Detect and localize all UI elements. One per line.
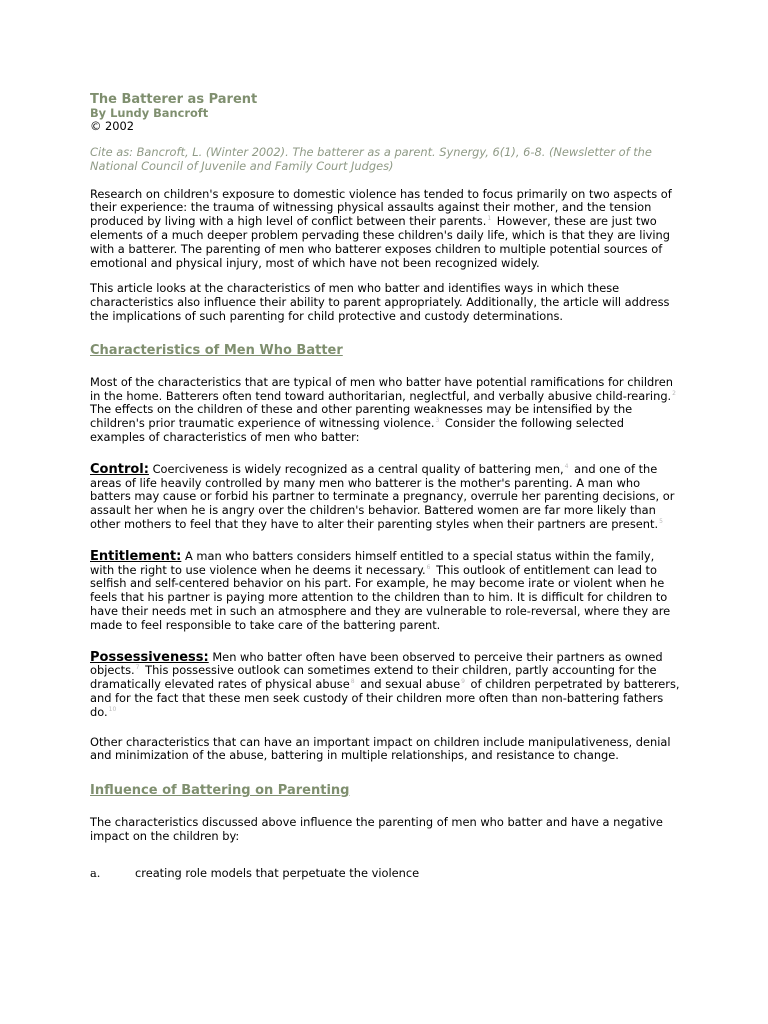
article-title: The Batterer as Parent [90, 92, 258, 107]
section-heading-influence: Influence of Battering on Parenting [90, 783, 350, 799]
footnote-ref[interactable]: 7 [135, 664, 140, 672]
term-entitlement: Entitlement: [90, 548, 182, 564]
text: Consider the following selected examples of characteristics of men who batter: [90, 416, 624, 444]
footnote-ref[interactable]: 2 [672, 389, 676, 397]
footnote-ref[interactable]: 10 [108, 705, 117, 713]
text: Research on children's exposure to domestic violence has tended to focus primarily on two aspects of their experience: the trauma of witnessing physical assaults against their mother, and the tension produced by living with a high level of conflict between their parents. [90, 186, 672, 229]
citation: Cite as: Bancroft, L. (Winter 2002). The batterer as a parent. Synergy, 6(1), 6-8. (Newsletter of the National Council of Juvenile and Family Court Judges) [90, 145, 652, 173]
text: Coerciveness is widely recognized as a central quality of battering men, [148, 461, 564, 476]
list-item [90, 867, 680, 881]
text: Men who batter often have been observed to perceive their partners as owned objects. [90, 649, 663, 678]
list-marker: a. [90, 865, 101, 880]
footnote-ref[interactable]: 6 [426, 563, 431, 571]
text: This possessive outlook can sometimes extend to their children, partly accounting for the dramatically elevated rates of physical abuse [90, 663, 657, 692]
text: This outlook of entitlement can lead to selfish and self-centered behavior on his part. For example, he may become irate or violent when he feels that his partner is paying more attention to the children than to him. It is difficult for children to have their needs met in such an atmosphere and they are vulnerable to role-reversal, where they are made to feel responsible to take care of the battering parent. [90, 562, 671, 632]
text: and sexual abuse [356, 677, 461, 692]
term-possessiveness: Possessiveness: [90, 649, 209, 665]
footnote-ref[interactable]: 3 [435, 417, 440, 425]
text: Most of the characteristics that are typical of men who batter have potential ramifications for children in the home. Batterers often tend toward authoritarian, neglectful, and verbally abusive child-rearing. [90, 374, 673, 403]
influence-intro-paragraph: The characteristics discussed above influence the parenting of men who batter and have a negative impact on the children by: [90, 815, 663, 843]
footnote-ref[interactable]: 8 [350, 678, 355, 686]
section-heading-characteristics: Characteristics of Men Who Batter [90, 342, 343, 358]
text: However, these are just two elements of a much deeper problem pervading these children's daily life, which is that they are living with a batterer. The parenting of men who batterer exposes children to multiple potential sources of emotional and physical injury, most of which have not been recognized widely. [90, 214, 670, 270]
author-byline: By Lundy Bancroft [90, 106, 209, 120]
intro-paragraph-1 [90, 188, 680, 271]
article-body [90, 92, 680, 880]
copyright-line: © 2002 [90, 119, 134, 133]
text: and one of the areas of life heavily controlled by many men who batterer is the mother's parenting. A man who batters may cause or forbid his partner to terminate a pregnancy, overrule her parenting decisions, or assault her when he is angry over the children's behavior. Battered women are far more likely than other mothers to feel that they have to alter their parenting styles when their partners are present. [90, 461, 675, 531]
text: The effects on the children of these and other parenting weaknesses may be intensified by the children's prior traumatic experience of witnessing violence. [90, 402, 633, 431]
list-item-text: creating role models that perpetuate the violence [135, 865, 420, 880]
footnote-ref[interactable]: 4 [564, 462, 569, 470]
footnote-ref[interactable]: 9 [461, 678, 465, 686]
entitlement-paragraph [90, 550, 680, 633]
other-characteristics-paragraph: Other characteristics that can have an important impact on children include manipulativeness, denial and minimization of the abuse, battering in multiple relationships, and resistance to change. [90, 734, 671, 763]
control-paragraph [90, 463, 680, 532]
possessiveness-paragraph [90, 651, 680, 720]
text: A man who batters considers himself entitled to a special status within the family, with the right to use violence when he deems it necessary. [90, 548, 655, 577]
term-control: Control: [90, 461, 149, 477]
footnote-ref[interactable]: 5 [659, 517, 663, 525]
footnote-ref[interactable]: 1 [487, 215, 492, 223]
intro-paragraph-2: This article looks at the characteristics of men who batter and identifies ways in which these characteristics also influence their ability to parent appropriately. Additionally, the article will address the implications of such parenting for child protective and custody determinations. [90, 281, 670, 323]
text: of children perpetrated by batterers, and for the fact that these men seek custody of their children more often than non-battering fathers do. [90, 677, 680, 719]
characteristics-intro-paragraph [90, 376, 680, 445]
